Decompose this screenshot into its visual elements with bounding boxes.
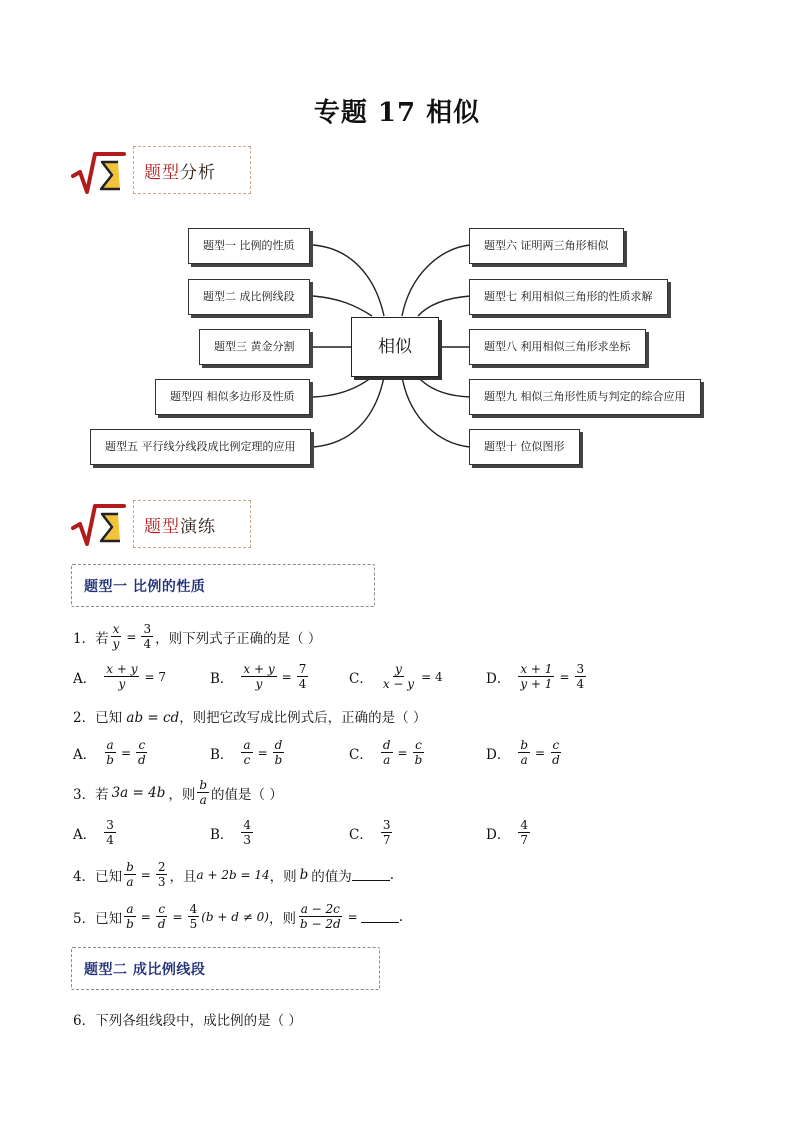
mindmap-node-type1: 题型一 比例的性质 <box>188 228 310 264</box>
option-2d[interactable]: D． $\frac{b}{a}$ = $\frac{c}{d}$ <box>486 738 560 767</box>
option-2a[interactable]: A． $\frac{a}{b}$ = $\frac{c}{d}$ <box>73 738 146 767</box>
mindmap-center: 相似 <box>351 317 439 377</box>
section-suffix: 分析 <box>180 162 216 183</box>
option-3b[interactable]: B． $\frac{4}{3}$ <box>210 818 252 847</box>
section-header-practice <box>133 500 251 548</box>
question-3: 3． 若 3a = 4b ，则 $\frac{b}{a}$ 的值是（ ） <box>73 778 283 807</box>
option-2b[interactable]: B． $\frac{a}{c}$ = $\frac{d}{b}$ <box>210 738 283 767</box>
question-6: 6．下列各组线段中，成比例的是（ ） <box>73 1013 302 1029</box>
mindmap-node-type5: 题型五 平行线分线段成比例定理的应用 <box>90 429 311 465</box>
fraction: $\frac{x}{y}$ <box>112 622 120 651</box>
type-header-2: 题型二 成比例线段 <box>71 947 380 990</box>
mindmap-node-type6: 题型六 证明两三角形相似 <box>469 228 624 264</box>
mindmap-node-type7: 题型七 利用相似三角形的性质求解 <box>469 279 668 315</box>
mindmap-node-type3: 题型三 黄金分割 <box>199 329 310 365</box>
option-1c[interactable]: C． $\frac{y}{x - y}$ = 4 <box>349 662 443 691</box>
option-1a[interactable]: A． $\frac{x + y}{y}$ = 7 <box>73 662 166 691</box>
question-4: 4． 已知 $\frac{b}{a}$ = $\frac{2}{3}$ ，且 a + 2b = 14 ，则 b 的值为 . <box>73 860 395 889</box>
type-header-1: 题型一 比例的性质 <box>71 564 375 607</box>
option-1d[interactable]: D． $\frac{x + 1}{y + 1}$ = $\frac{3}{4}$ <box>486 662 585 691</box>
page-title: 专题 17 相似 <box>313 98 481 128</box>
option-3a[interactable]: A． $\frac{3}{4}$ <box>73 818 114 847</box>
mindmap-node-type10: 题型十 位似图形 <box>469 429 580 465</box>
mindmap-node-type4: 题型四 相似多边形及性质 <box>155 379 310 415</box>
mindmap-node-type2: 题型二 成比例线段 <box>188 279 310 315</box>
option-2c[interactable]: C． $\frac{d}{a}$ = $\frac{c}{b}$ <box>349 738 423 767</box>
question-1: 1． 若 $\frac{x}{y}$ = $\frac{3}{4}$ ，则下列式子正确的是（ ） <box>73 622 322 651</box>
mindmap-node-type9: 题型九 相似三角形性质与判定的综合应用 <box>469 379 701 415</box>
answer-blank[interactable] <box>352 868 390 881</box>
section-suffix: 演练 <box>180 516 216 537</box>
question-5: 5． 已知 $\frac{a}{b}$ = $\frac{c}{d}$ = $\frac{4}{5}$ (b + d ≠ 0) ，则 $\frac{a - 2c}{b - 2d}$ = . <box>73 902 404 931</box>
sqrt-sigma-icon <box>70 500 126 550</box>
section-prefix: 题型 <box>144 162 180 183</box>
question-2: 2．已知 ab = cd，则把它改写成比例式后，正确的是（ ） <box>73 710 427 726</box>
section-prefix: 题型 <box>144 516 180 537</box>
option-3c[interactable]: C． $\frac{3}{7}$ <box>349 818 391 847</box>
answer-blank[interactable] <box>361 910 399 923</box>
mindmap-node-type8: 题型八 利用相似三角形求坐标 <box>469 329 646 365</box>
option-1b[interactable]: B． $\frac{x + y}{y}$ = $\frac{7}{4}$ <box>210 662 307 691</box>
option-3d[interactable]: D． $\frac{4}{7}$ <box>486 818 528 847</box>
fraction: $\frac{3}{4}$ <box>143 622 152 651</box>
